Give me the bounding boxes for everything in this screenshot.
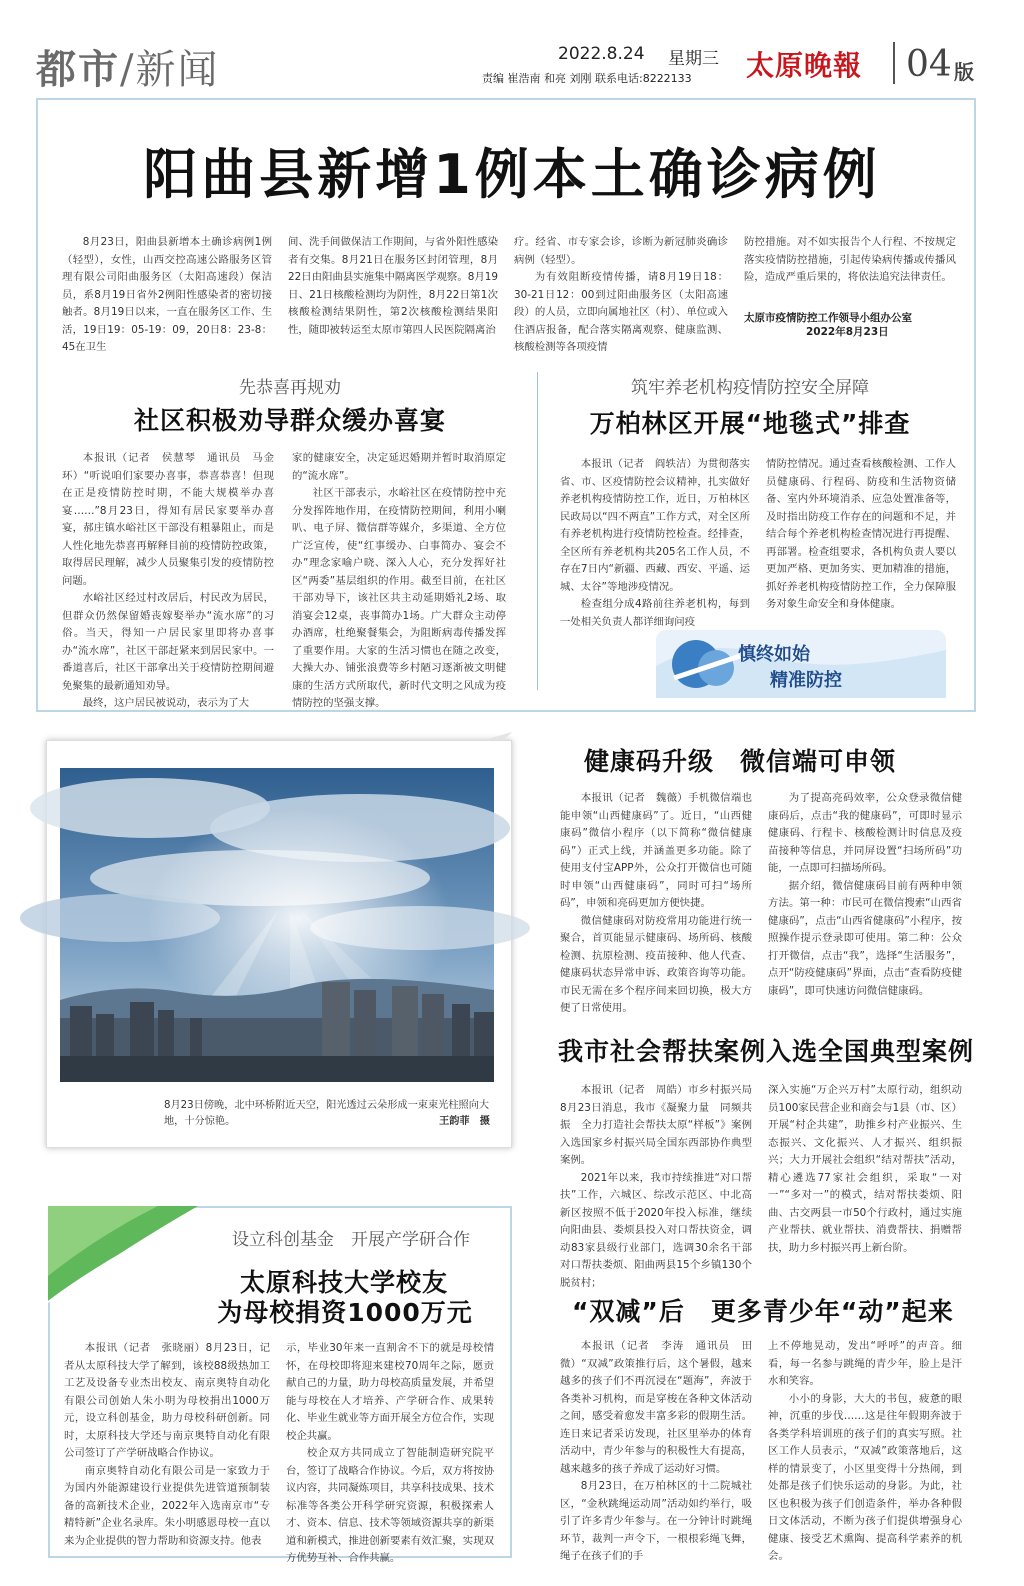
exercise-col-2	[768, 1338, 962, 1570]
paper-logo: 太原晚報	[746, 49, 863, 82]
photo-caption	[164, 1098, 490, 1130]
poverty-para-3: 深入实施“万企兴万村”太原行动，组织动员100家民营企业和商会与1县（市、区）开展“村企共建”，助推乡村产业振兴、生态振兴、文化振兴、人才振兴、组织振兴；大力开展社会组织“结对帮扶”活动，精心遴选77家社会组织，采取“一对一”“多对一”的模式，结对帮扶娄烦、阳曲、古交两县一市50个行政村，通过实施产业帮扶、就业帮扶、消费帮扶、捐赠帮扶，助力乡村振兴再上新台阶。	[768, 1084, 962, 1254]
top-story-para-2: 间、洗手间做保洁工作期间，与省外阳性感染者有交集。8月21日在服务区封闭管理，8月22日由阳曲县实施集中隔离医学观察。8月19日、21日核酸检测均为阴性，8月22日第1次核酸检测结果阴性，第2次核酸检测结果阳性，随即被转运至太原市第四人民医院隔离治	[288, 236, 498, 336]
alumni-col-2	[286, 1340, 494, 1564]
top-story-col-1	[62, 234, 272, 353]
alumni-para-3: 示，毕业30年来一直割舍不下的就是母校情怀，在母校即将迎来建校70周年之际，愿贡献自己的力量，助力母校高质量发展，并希望能与母校在人才培养、产学研合作、成果转化、毕业生就业等方面开展全方位合作，实现校企共赢。	[286, 1342, 494, 1442]
editors-line: 责编 崔浩南 和亮 刘刚 联系电话:8222133	[482, 72, 692, 85]
healthcode-col-2	[768, 790, 962, 1000]
top-story-para-3: 疗。经省、市专家会诊，诊断为新冠肺炎确诊病例（轻型）。	[514, 236, 728, 266]
wedding-col-1	[62, 450, 274, 709]
top-story-para-4: 为有效阻断疫情传播，请8月19日18：30-21日12：00到过阳曲服务区（太阳高速段）的人员，立即向属地社区（村）、单位或入住酒店报备，配合落实隔离观察、健康监测、核酸检测等各项疫情	[514, 271, 728, 353]
elderly-kicker: 筑牢养老机构疫情防控安全屏障	[631, 378, 869, 398]
top-story-para-1: 8月23日，阳曲县新增本土确诊病例1例（轻型），女性，山西交控高速公路服务区管理有限公司阳曲服务区（太阳高速段）保洁员，系8月19日省外2例阳性感染者的密切接触者。8月19日以来，一直在服务区工作、生活，19日19：05-19：09，20日8：23-8：45在卫生	[62, 236, 272, 353]
city-foreground	[60, 1056, 494, 1082]
exercise-col-1	[560, 1338, 752, 1570]
exercise-headline: “双减”后 更多青少年“动”起来	[572, 1297, 954, 1326]
wedding-headline: 社区积极劝导群众缓办喜宴	[133, 406, 446, 435]
top-story-col-2	[288, 234, 498, 342]
paper-curl-corner	[484, 728, 514, 758]
elderly-para-3: 情防控情况。通过查看核酸检测、工作人员健康码、行程码、防疫和生活物资储备、室内外环境消杀、应急处置准备等，及时指出防疫工作存在的问题和不足，并结合每个养老机构检查情况进行再提醒、再部署。检查组要求，各机构负责人要以更加严格、更加务实、更加精准的措施，抓好养老机构疫情防控工作，全力保障服务对象生命安全和身体健康。	[766, 458, 956, 610]
wedding-para-5: 社区干部表示，水峪社区在疫情防控中充分发挥阵地作用，在疫情防控期间，利用小喇叭、电子屏、微信群等媒介，多渠道、全方位广泛宣传，使“红事缓办、白事简办、宴会不办”理念家喻户晓、深入人心，充分发挥好社区“两委”基层组织的作用。截至目前，在社区干部劝导下，该社区共主动延期婚礼2场、取消宴会12桌，丧事简办1场。广大群众主动停办酒席，杜绝聚餐集会，为阻断病毒传播发挥了重要作用。大家的生活习惯也在随之改变，大操大办、铺张浪费等乡村陋习逐渐被文明健康的生活方式所取代，新时代文明之风成为疫情防控的坚强支撑。	[292, 487, 506, 709]
elderly-para-2: 检查组分成4路前往养老机构，每到一处相关负责人都详细询问疫	[560, 598, 750, 628]
wedding-para-2: 水峪社区经过村改居后，村民改为居民，但群众仍然保留婚丧嫁娶举办“流水席”的习俗。当天，得知一户居民家里即将办喜事办“流水席”，社区干部赶紧来到居民家中。一番道喜后，社区干部拿出关于疫情防控期间避免聚集的最新通知劝导。	[62, 592, 274, 692]
section-title-bold: 都市	[36, 46, 120, 93]
poverty-col-1	[560, 1082, 752, 1289]
elderly-col-1	[560, 456, 750, 628]
poverty-headline: 我市社会帮扶案例入选全国典型案例	[558, 1037, 975, 1066]
signoff-org: 太原市疫情防控工作领导小组办公室	[744, 312, 912, 324]
alumni-para-2: 南京奥特自动化有限公司是一家致力于为国内外能源建设行业提供先进管道预制装备的高新技术企业，2022年入选南京市“专精特新”企业名录库。朱小明感恩母校一直以来为企业提供的智力帮助和资源支持。他表	[64, 1464, 270, 1547]
alumni-kicker: 设立科创基金 开展产学研合作	[232, 1230, 470, 1250]
elderly-headline: 万柏林区开展“地毯式”排查	[589, 409, 911, 438]
healthcode-para-4: 据介绍，微信健康码目前有两种申领方法。第一种：市民可在微信搜索“山西省健康码”，点击“山西省健康码”小程序，按照操作提示登录即可使用。第二种：公众打开微信，点击“我”，选择“生活服务”，点开“防疫健康码”界面，点击“查看防疫健康码”，即可快速访问微信健康码。	[768, 879, 962, 997]
top-story-col-4	[744, 234, 956, 294]
section-title	[36, 38, 219, 95]
exercise-para-3: 上不停地晃动，发出“呼呼”的声音。细看，每一名参与跳绳的青少年，脸上是汗水和笑容。	[768, 1340, 962, 1387]
healthcode-headline: 健康码升级 微信端可申领	[584, 747, 897, 776]
exercise-para-2: 8月23日，在万柏林区的十二院城社区，“金秋跳绳运动周”活动如约举行，吸引了许多青少年参与。在一分钟计时跳绳环节，裁判一声令下，一根根彩绳飞舞，绳子在孩子们的手	[560, 1480, 752, 1562]
exercise-para-4: 小小的身影，大大的书包，疲惫的眼神，沉重的步伐……这是往年假期奔波于各类学科培训班的孩子们的真实写照。社区工作人员表示，“双减”政策落地后，这样的情景变了，小区里变得十分热闹，到处都是孩子们快乐运动的身影。为此，社区也积极为孩子们创造条件，举办各种假日文体活动，不断为孩子们提供增强身心健康、接受艺术熏陶、提高科学素养的机会。	[768, 1392, 962, 1562]
photo-caption-text: 8月23日傍晚，北中环桥附近天空，阳光透过云朵形成一束束光柱照向大地，十分惊艳。	[164, 1100, 490, 1127]
wedding-col-2	[292, 450, 506, 709]
sticker-text-2: 精准防控	[770, 670, 842, 691]
alumni-headline-2: 为母校捐资1000万元	[217, 1298, 473, 1327]
healthcode-para-3: 为了提高亮码效率，公众登录微信健康码后，点击“我的健康码”，可即时显示健康码、行程卡、核酸检测计时信息及疫苗接种等信息，并同屏设置“扫场所码”功能，一点即可扫描场所码。	[768, 792, 962, 874]
section-title-light: /新闻	[120, 47, 220, 93]
exercise-para-1: 本报讯（记者 李涛 通讯员 田微）“双减”政策推行后，这个暑假，越来越多的孩子们不再沉浸在“题海”，奔波于各类补习机构，而是穿梭在各种文体活动之间，感受着愈发丰富多彩的假期生活。连日来记者采访发现，社区里举办的体育活动中，青少年参与的积极性大有提高，越来越多的孩子养成了运动好习惯。	[560, 1340, 752, 1475]
alumni-headline-1: 太原科技大学校友	[239, 1268, 448, 1297]
alumni-para-1: 本报讯（记者 张晓丽）8月23日，记者从太原科技大学了解到，该校88级热加工工艺及设备专业杰出校友、南京奥特自动化有限公司创始人朱小明为母校捐出1000万元，设立科创基金，助力母校科研创新。同时，太原科技大学还与南京奥特自动化有限公司签订了产学研战略合作协议。	[64, 1342, 270, 1459]
elderly-col-2	[766, 456, 956, 622]
top-story-col-3	[514, 234, 728, 353]
sticker-text-1: 慎终如始	[738, 644, 810, 665]
healthcode-para-2: 微信健康码对防疫常用功能进行统一聚合，首页能显示健康码、场所码、核酸检测、抗原检测、疫苗接种、他人代查、健康码状态异常申诉、政策咨询等功能。市民无需在多个程序间来回切换，极大方便了日常使用。	[560, 914, 752, 1014]
healthcode-col-1	[560, 790, 752, 1014]
alumni-para-4: 校企双方共同成立了智能制造研究院平台，签订了战略合作协议。今后，双方将按协议内容，共同凝炼项目，共享科技成果、技术标准等各类公开科学研究资源，积极探索人才、资本、信息、技术等领域资源共享的新渠道和新模式，推进创新要素有效汇聚，实现双方优势互补、合作共赢。	[286, 1447, 494, 1564]
issue-weekday: 星期三	[668, 49, 719, 69]
poverty-para-1: 本报讯（记者 周皓）市乡村振兴局8月23日消息，我市《凝聚力量 同频共振 全力打造社会帮扶太原“样板”》案例入选国家乡村振兴局全国东西部协作典型案例。	[560, 1084, 752, 1166]
wedding-para-3: 最终，这户居民被说动，表示为了大	[82, 697, 250, 709]
sky-photo	[60, 768, 494, 1082]
elderly-para-1: 本报讯（记者 阎轶洁）为贯彻落实省、市、区疫情防控会议精神，扎实做好养老机构疫情防控工作，近日，万柏林区民政局以“四不两直”工作方式，对全区所有养老机构进行疫情防控检查。经排查，全区所有养老机构共205名工作人员，不存在7日内“新疆、西藏、西安、平遥、运城、太谷”等地涉疫情况。	[560, 458, 750, 593]
alumni-col-1	[64, 1340, 270, 1550]
middle-divider	[537, 372, 538, 690]
page-unit: 版	[954, 60, 974, 84]
wedding-para-4: 家的健康安全，决定延迟婚期并暂时取消原定的“流水席”。	[292, 452, 506, 482]
issue-date: 2022.8.24	[558, 44, 645, 64]
photo-credit: 王韵菲 摄	[439, 1116, 490, 1127]
masthead-divider	[893, 42, 895, 84]
signoff-date: 2022年8月23日	[806, 326, 889, 338]
page-number: 04	[906, 44, 952, 85]
green-corner-decoration	[48, 1206, 228, 1302]
poverty-para-2: 2021年以来，我市持续推进“对口帮扶”工作，六城区、综改示范区、中北高新区按照不低于2020年投入标准，继续向阳曲县、娄烦县投入对口帮扶资金，调动83家县级行业部门，选调30余名干部对口帮扶娄烦、阳曲两县15个乡镇130个脱贫村；	[560, 1171, 752, 1289]
top-story-para-5: 防控措施。对不如实报告个人行程、不按规定落实疫情防控措施，引起传染病传播或传播风险，造成严重后果的，将依法追究法律责任。	[744, 236, 956, 283]
wedding-para-1: 本报讯（记者 侯慧琴 通讯员 马金环）“听说咱们家要办喜事，恭喜恭喜！但现在正是疫情防控时期，不能大规模举办喜宴……”8月23日，得知有居民家要举办喜宴，郝庄镇水峪社区干部没有粗暴阻止，而是人性化地先恭喜再解释目前的疫情防控政策，取得居民理解，减少人员聚集引发的疫情防控问题。	[62, 452, 274, 587]
wedding-kicker: 先恭喜再规劝	[239, 378, 341, 398]
poverty-col-2	[768, 1082, 962, 1266]
healthcode-para-1: 本报讯（记者 魏薇）手机微信端也能申领“山西健康码”了。近日，“山西健康码”微信小程序（以下简称“微信健康码”）正式上线，并涵盖更多功能。除了使用支付宝APP外，公众打开微信也可随时申领“山西健康码”，同时可扫“场所码”，申领和亮码更加方便快捷。	[560, 792, 752, 909]
top-headline: 阳曲县新增1例本土确诊病例	[143, 143, 881, 206]
